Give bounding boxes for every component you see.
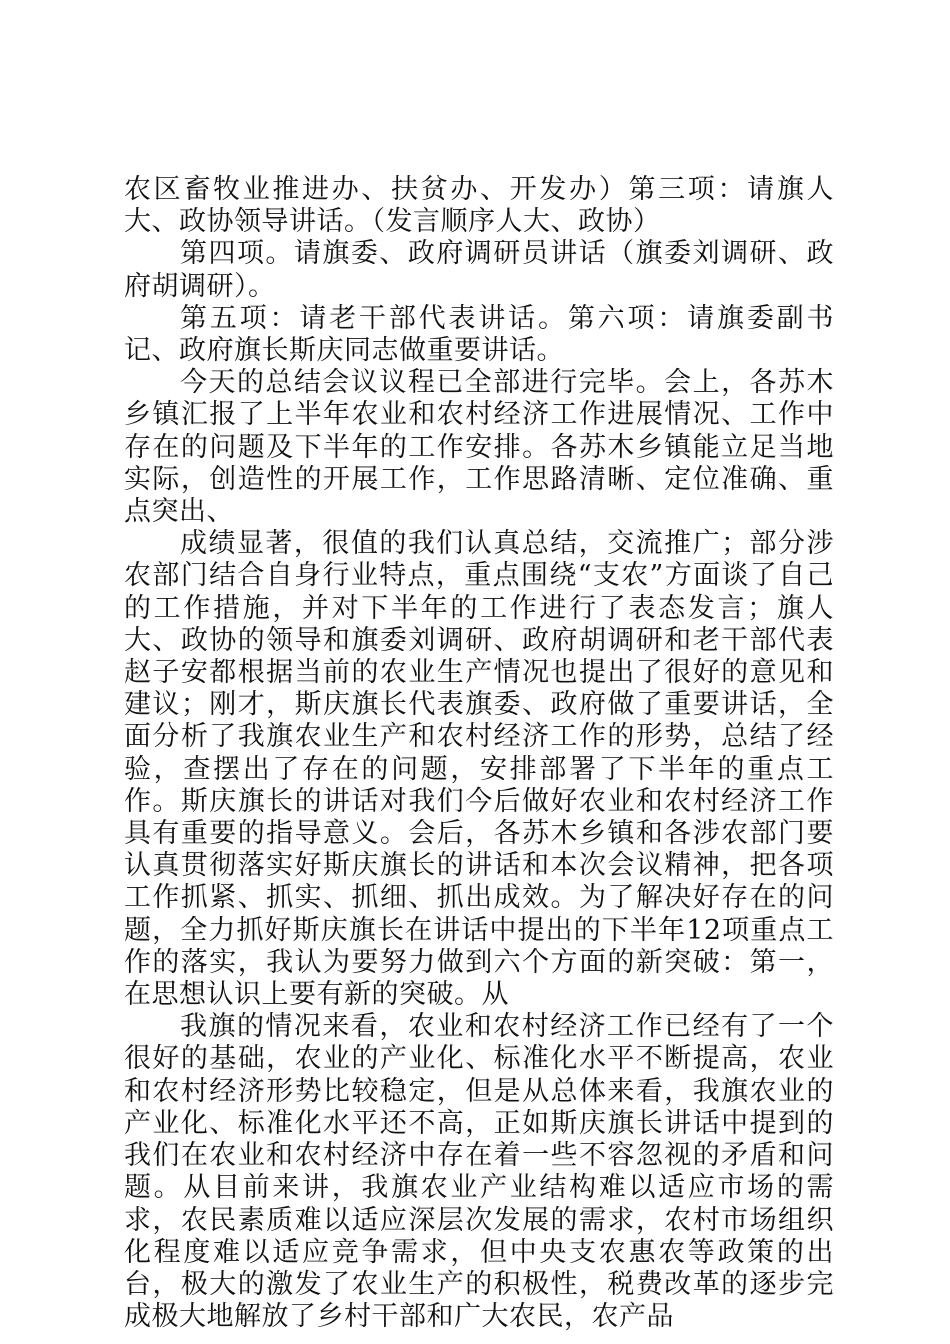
paragraph-2: 第四项。请旗委、政府调研员讲话（旗委刘调研、政府胡调研）。 bbox=[124, 238, 834, 302]
paragraph-4: 今天的总结会议议程已全部进行完毕。会上，各苏木乡镇汇报了上半年农业和农村经济工作进展情况、工作中存在的问题及下半年的工作安排。各苏木乡镇能立足当地实际，创造性的开展工作，工作思路清晰、定位准确、重点突出、 bbox=[124, 367, 834, 528]
paragraph-5: 成绩显著，很值的我们认真总结，交流推广；部分涉农部门结合自身行业特点，重点围绕“支农”方面谈了自己的工作措施，并对下半年的工作进行了表态发言；旗人大、政协的领导和旗委刘调研、政府胡调研和老干部代表赵子安都根据当前的农业生产情况也提出了很好的意见和建议；刚才，斯庆旗长代表旗委、政府做了重要讲话，全面分析了我旗农业生产和农村经济工作的形势，总结了经验，查摆出了存在的问题，安排部署了下半年的重点工作。斯庆旗长的讲话对我们今后做好农业和农村经济工作具有重要的指导意义。会后，各苏木乡镇和各涉农部门要认真贯彻落实好斯庆旗长的讲话和本次会议精神，把各项工作抓紧、抓实、抓细、抓出成效。为了解决好存在的问题，全力抓好斯庆旗长在讲话中提出的下半年12项重点工作的落实，我认为要努力做到六个方面的新突破：第一，在思想认识上要有新的突破。从 bbox=[124, 528, 834, 1011]
paragraph-6: 我旗的情况来看，农业和农村经济工作已经有了一个很好的基础，农业的产业化、标准化水平不断提高，农业和农村经济形势比较稳定，但是从总体来看，我旗农业的产业化、标准化水平还不高，正如斯庆旗长讲话中提到的我们在农业和农村经济中存在着一些不容忽视的矛盾和问题。从目前来讲，我旗农业产业结构难以适应市场的需求，农民素质难以适应深层次发展的需求，农村市场组织化程度难以适应竞争需求，但中央支农惠农等政策的出台，极大的激发了农业生产的积极性，税费改革的逐步完成极大地解放了乡村干部和广大农民，农产品 bbox=[124, 1011, 834, 1333]
document-body bbox=[124, 174, 834, 1333]
paragraph-3: 第五项：请老干部代表讲话。第六项：请旗委副书记、政府旗长斯庆同志做重要讲话。 bbox=[124, 302, 834, 367]
paragraph-1: 农区畜牧业推进办、扶贫办、开发办）第三项：请旗人大、政协领导讲话。（发言顺序人大、政协） bbox=[124, 174, 834, 238]
